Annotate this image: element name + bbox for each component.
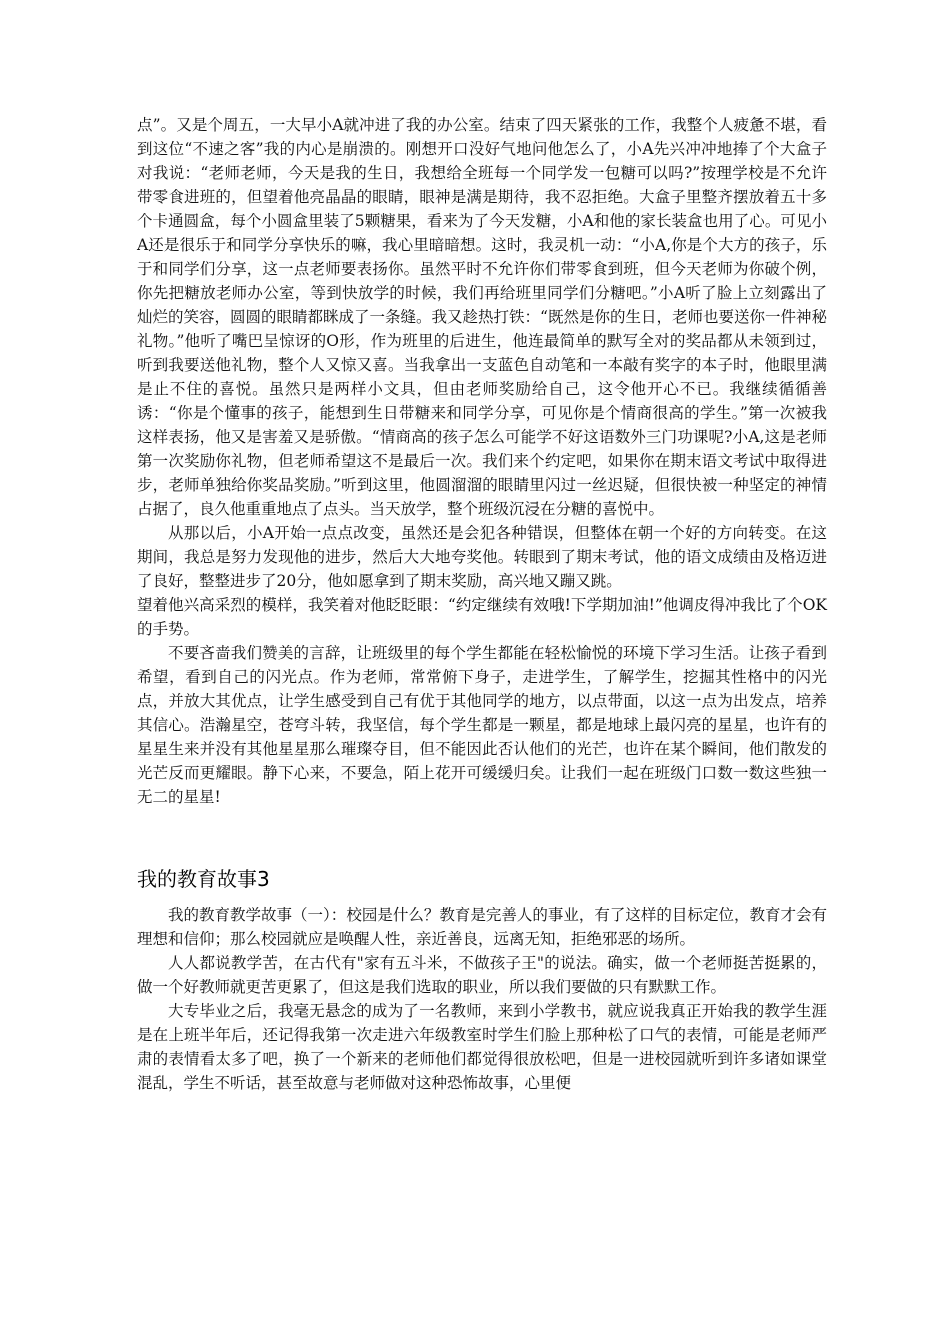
section-title: 我的教育故事3 xyxy=(137,867,270,891)
section-spacer xyxy=(137,809,827,865)
document-page xyxy=(137,113,827,1095)
paragraph: 不要吝啬我们赞美的言辞，让班级里的每个学生都能在轻松愉悦的环境下学习生活。让孩子看到希望，看到自己的闪光点。作为老师，常常俯下身子，走进学生，了解学生，挖掘其性格中的闪光点，并放大其优点，让学生感受到自己有优于其他同学的地方，以点带面，以这一点为出发点，培养其信心。浩瀚星空，苍穹斗转，我坚信，每个学生都是一颗星，都是地球上最闪亮的星星，也许有的星星生来并没有其他星星那么璀璨夺目，但不能因此否认他们的光芒，也许在某个瞬间，他们散发的光芒反而更耀眼。静下心来，不要急，陌上花开可缓缓归矣。让我们一起在班级门口数一数这些独一无二的星星! xyxy=(137,644,827,806)
paragraph: 大专毕业之后，我毫无悬念的成为了一名教师，来到小学教书，就应说我真正开始我的教学生涯是在上班半年后，还记得我第一次走进六年级教室时学生们脸上那种松了口气的表情，可能是老师严肃的表情看太多了吧，换了一个新来的老师他们都觉得很放松吧，但是一进校园就听到许多诸如课堂混乱，学生不听话，甚至故意与老师做对这种恐怖故事，心里便 xyxy=(137,1002,827,1092)
paragraph: 人人都说教学苦，在古代有"家有五斗米，不做孩子王"的说法。确实，做一个老师挺苦挺累的，做一个好教师就更苦更累了，但这是我们选取的职业，所以我们要做的只有默默工作。 xyxy=(137,954,827,996)
paragraph: 我的教育教学故事（一）：校园是什么？教育是完善人的事业，有了这样的目标定位，教育才会有理想和信仰；那么校园就应是唤醒人性，亲近善良，远离无知，拒绝邪恶的场所。 xyxy=(137,906,827,948)
paragraph: 望着他兴高采烈的模样，我笑着对他眨眨眼：“约定继续有效哦!下学期加油!”他调皮得冲我比了个OK的手势。 xyxy=(137,596,827,638)
paragraph: 从那以后，小A开始一点点改变，虽然还是会犯各种错误，但整体在朝一个好的方向转变。在这期间，我总是努力发现他的进步，然后大大地夸奖他。转眼到了期末考试，他的语文成绩由及格迈进了良好，整整进步了20分，他如愿拿到了期末奖励，高兴地又蹦又跳。 xyxy=(137,524,827,590)
paragraph: 点”。又是个周五，一大早小A就冲进了我的办公室。结束了四天紧张的工作，我整个人疲惫不堪，看到这位“不速之客”我的内心是崩溃的。刚想开口没好气地问他怎么了，小A先兴冲冲地捧了个大盒子对我说：“老师老师，今天是我的生日，我想给全班每一个同学发一包糖可以吗?”按理学校是不允许带零食进班的，但望着他亮晶晶的眼睛，眼神是满是期待，我不忍拒绝。大盒子里整齐摆放着五十多个卡通圆盒，每个小圆盒里装了5颗糖果，看来为了今天发糖，小A和他的家长装盒也用了心。可见小A还是很乐于和同学分享快乐的嘛，我心里暗暗想。这时，我灵机一动：“小A,你是个大方的孩子，乐于和同学们分享，这一点老师要表扬你。虽然平时不允许你们带零食到班，但今天老师为你破个例，你先把糖放老师办公室，等到快放学的时候，我们再给班里同学们分糖吧。”小A听了脸上立刻露出了灿烂的笑容，圆圆的眼睛都眯成了一条缝。我又趁热打铁：“既然是你的生日，老师也要送你一件神秘礼物。”他听了嘴巴呈惊讶的O形，作为班里的后进生，他连最简单的默写全对的奖品都从未领到过，听到我要送他礼物，整个人又惊又喜。当我拿出一支蓝色自动笔和一本敲有奖字的本子时，他眼里满是止不住的喜悦。虽然只是两样小文具，但由老师奖励给自己，这令他开心不已。我继续循循善诱：“你是个懂事的孩子，能想到生日带糖来和同学分享，可见你是个情商很高的学生。”第一次被我这样表扬，他又是害羞又是骄傲。“情商高的孩子怎么可能学不好这语数外三门功课呢?小A,这是老师第一次奖励你礼物，但老师希望这不是最后一次。我们来个约定吧，如果你在期末语文考试中取得进步，老师单独给你奖品奖励。”听到这里，他圆溜溜的眼睛里闪过一丝迟疑，但很快被一种坚定的神情占据了，良久他重重地点了点头。当天放学，整个班级沉浸在分糖的喜悦中。 xyxy=(137,116,827,518)
